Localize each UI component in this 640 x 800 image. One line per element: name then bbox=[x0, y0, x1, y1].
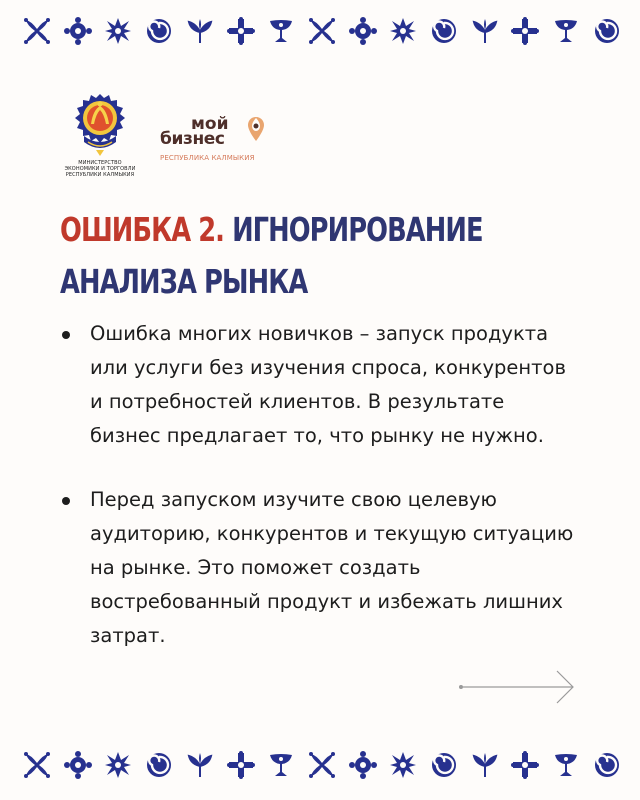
goblet-ornament-icon bbox=[551, 750, 581, 780]
ministry-name bbox=[58, 160, 142, 178]
swirl-ornament-icon bbox=[592, 750, 622, 780]
bullet-text: Перед запуском изучите свою целевую аудиторию, конкурентов и текущую ситуацию на рынке. Это поможет создать востребованный продукт и избежать лишних затрат. bbox=[90, 488, 574, 647]
x-ornament-icon bbox=[22, 750, 52, 780]
star-ornament-icon bbox=[388, 750, 418, 780]
title-line1-rest: ИГНОРИРОВАНИЕ bbox=[232, 210, 483, 249]
logo-subtitle: РЕСПУБЛИКА КАЛМЫКИЯ bbox=[160, 154, 255, 162]
bullet-dot bbox=[62, 331, 70, 339]
list-item bbox=[60, 483, 580, 653]
ministry-logo bbox=[58, 90, 142, 178]
x-ornament-icon bbox=[307, 750, 337, 780]
page-title bbox=[60, 204, 481, 308]
kalmykia-emblem-icon bbox=[58, 90, 142, 158]
flower-ornament-icon bbox=[348, 750, 378, 780]
logo-word-biznes: бизнес bbox=[160, 129, 225, 149]
flower-ornament-icon bbox=[348, 16, 378, 46]
cross-ornament-icon bbox=[510, 16, 540, 46]
tulip-ornament-icon bbox=[470, 16, 500, 46]
flower-ornament-icon bbox=[63, 16, 93, 46]
title-line2: АНАЛИЗА РЫНКА bbox=[60, 262, 308, 301]
moi-biznes-logo bbox=[158, 116, 268, 174]
logo-word-moi: мой bbox=[191, 114, 229, 134]
cross-ornament-icon bbox=[510, 750, 540, 780]
ornament-border-bottom bbox=[22, 747, 622, 783]
ministry-line: РЕСПУБЛИКИ КАЛМЫКИЯ bbox=[65, 172, 135, 178]
bullet-list bbox=[60, 317, 580, 653]
cross-ornament-icon bbox=[226, 750, 256, 780]
bullet-dot bbox=[62, 497, 70, 505]
flower-ornament-icon bbox=[63, 750, 93, 780]
tulip-ornament-icon bbox=[185, 16, 215, 46]
ministry-line: МИНИСТЕРСТВО bbox=[78, 160, 122, 166]
arrow-right-icon[interactable] bbox=[457, 668, 577, 704]
title-prefix: ОШИБКА 2. bbox=[60, 210, 225, 249]
swirl-ornament-icon bbox=[592, 16, 622, 46]
tulip-ornament-icon bbox=[470, 750, 500, 780]
swirl-ornament-icon bbox=[144, 750, 174, 780]
swirl-ornament-icon bbox=[144, 16, 174, 46]
ministry-line: ЭКОНОМИКИ И ТОРГОВЛИ bbox=[64, 166, 136, 172]
goblet-ornament-icon bbox=[266, 750, 296, 780]
goblet-ornament-icon bbox=[266, 16, 296, 46]
list-item bbox=[60, 317, 580, 453]
tulip-ornament-icon bbox=[185, 750, 215, 780]
map-pin-icon bbox=[247, 116, 265, 142]
x-ornament-icon bbox=[307, 16, 337, 46]
swirl-ornament-icon bbox=[429, 750, 459, 780]
goblet-ornament-icon bbox=[551, 16, 581, 46]
x-ornament-icon bbox=[22, 16, 52, 46]
ornament-border-top bbox=[22, 13, 622, 49]
star-ornament-icon bbox=[103, 16, 133, 46]
star-ornament-icon bbox=[103, 750, 133, 780]
swirl-ornament-icon bbox=[429, 16, 459, 46]
bullet-text: Ошибка многих новичков – запуск продукта или услуги без изучения спроса, конкурентов и потребностей клиентов. В результате бизнес предлагает то, что рынку не нужно. bbox=[90, 322, 566, 447]
star-ornament-icon bbox=[388, 16, 418, 46]
cross-ornament-icon bbox=[226, 16, 256, 46]
